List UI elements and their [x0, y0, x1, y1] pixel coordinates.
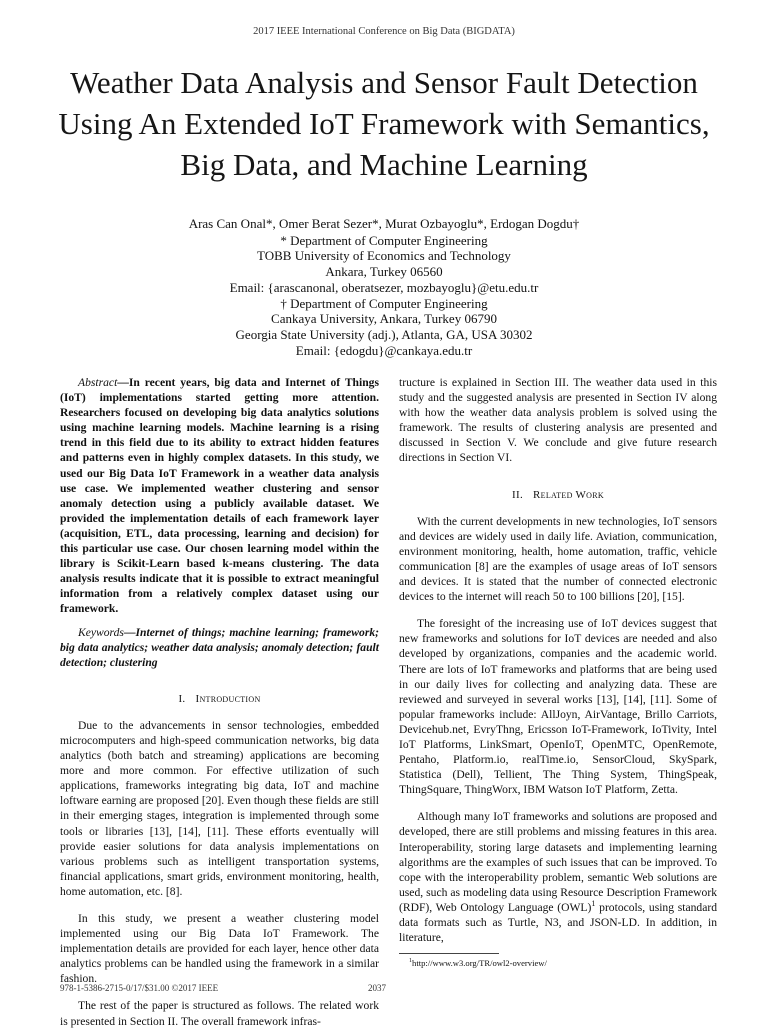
section-title: Related Work: [533, 488, 604, 501]
paragraph: [399, 809, 717, 945]
abstract-label: Abstract: [78, 376, 118, 389]
paragraph: With the current developments in new technologies, IoT sensors and devices are widely used in daily life. Aviation, communication, environment monitoring, health, home automation, traffic, vehicle communication [8] are the examples of usage areas of IoT sensors and devices. It is stated that the number of connected electronic devices to the internet will reach 50 to 100 billions [20], [15].: [399, 514, 717, 604]
footnote-marker: 1: [591, 899, 596, 909]
paragraph-continued: tructure is explained in Section III. The weather data used in this study and the suggested analysis are presented in Section IV along with how the weather data analysis problem is solved using the framework. The results of clustering analysis are presented and discussed in Section V. We conclude and give future research directions in Section VI.: [399, 376, 717, 465]
title-line: Using An Extended IoT Framework with Semantics,: [58, 106, 710, 141]
title-line: Weather Data Analysis and Sensor Fault Detection: [70, 65, 698, 100]
footnote: [399, 957, 717, 969]
keywords: [60, 625, 379, 670]
footnote-divider: [399, 953, 499, 954]
paragraph: In this study, we present a weather clustering model implemented using our Big Data IoT Framework. The implementation details are provided for each layer, hence other data analytics problems can be handled using the framework in a similar fashion.: [60, 912, 379, 986]
affiliation-dept: * Department of Computer Engineering: [280, 232, 488, 248]
section-title: Introduction: [195, 692, 261, 705]
right-column: [399, 375, 717, 969]
left-column: [60, 375, 379, 1029]
paragraph: Due to the advancements in sensor technologies, embedded microcomputers and high-speed communication networks, big data analytics (both batch and streaming) applications are becoming more and more common. For effective utilization of such applications, frameworks integrating big data, IoT and machine loftware earning are proposed [20]. Even though these fields are still in their emerging stages, integration is implemented through some tools or libraries [13], [14], [11]. These efforts eventually will provide easier solutions for data analysis implementations on various problems such as intelligent transportation systems, financial applications, smart grids, environment monitoring, health, home automation, etc. [8].: [60, 718, 379, 898]
paragraph-text: Although many IoT frameworks and solutions are proposed and developed, there are still problems and missing features in this area. Interoperability, storing large datasets and implementing learning algorithms are the examples of such issues that can be improved. To cope with the interoperability problem, semantic Web solutions are used, such as modeling data using Resource Description Framework (RDF), Web Ontology Language (OWL): [399, 810, 717, 914]
paragraph-text: protocols, using standard data formats such as Turtle, N3, and JSON-LD. In addition, in literature,: [399, 900, 717, 945]
affiliation-university: Georgia State University (adj.), Atlanta, GA, USA 30302: [235, 326, 533, 342]
affiliation-university: Cankaya University, Ankara, Turkey 06790: [271, 311, 497, 327]
page-number: 2037: [368, 983, 386, 993]
affiliation-city: Ankara, Turkey 06560: [325, 264, 443, 280]
section-number: II.: [512, 488, 523, 501]
paragraph: The foresight of the increasing use of IoT devices suggest that new frameworks and solutions for IoT devices are needed and also developed by organizations, companies and the academic world. There are lots of IoT frameworks and platforms that are being used in our daily lives for collecting and analyzing data. These are reviewed and surveyed in several works [13], [14], [11]. Some of popular frameworks include: AllJoyn, AirVantage, Brillo Carriots, Devicehub.net, EvryThng, Ericsson IoT-Framework, IoTivity, Intel IoT Platforms, LinkSmart, OpenIoT, OpenMTC, OpenRemote, Pentaho, Platform.io, realTime.io, SensorCloud, SkySpark, Statistica (Dell), Tellient, The Thing System, ThingSpeak, ThingSquare, ThingWorx, IBM Watson IoT Platform, Zetta.: [399, 617, 717, 797]
conference-header: 2017 IEEE International Conference on Big Data (BIGDATA): [253, 26, 515, 37]
author-block: [0, 216, 768, 358]
paper-title: [40, 62, 728, 185]
keywords-text: —Internet of things; machine learning; framework; big data analytics; weather data analysis; anomaly detection; fault detection; clustering: [60, 625, 379, 669]
title-line: Big Data, and Machine Learning: [180, 147, 588, 182]
section-heading-introduction: [60, 692, 379, 707]
footnote-mark: 1: [409, 958, 413, 965]
abstract-text: —In recent years, big data and Internet of Things (IoT) implementations started getting more attention. Researchers focused on developing big data analytics solutions using machine learning models. Machine learning is a rising trend in this field due to its ability to extract hidden features and patterns even in highly complex datasets. In this study, we used our Big Data IoT Framework in a weather data analysis use case. We implemented weather clustering and sensor anomaly detection using a publicly available dataset. We provided the implementation details of each framework layer (acquisition, ETL, data processing, learning and decision) for this particular use case. Our chosen learning model within the library is Scikit-Learn based k-means clustering. The data analysis results indicate that it is possible to extract meaningful information from a relatively complex dataset using our framework.: [60, 376, 379, 616]
section-number: I.: [178, 692, 186, 705]
author-names: Aras Can Onal*, Omer Berat Sezer*, Murat Ozbayoglu*, Erdogan Dogdu†: [188, 216, 580, 231]
keywords-label: Keywords: [78, 625, 124, 639]
affiliation-dept: † Department of Computer Engineering: [280, 295, 488, 311]
footer-isbn: 978-1-5386-2715-0/17/$31.00 ©2017 IEEE: [60, 983, 219, 993]
abstract: [60, 375, 379, 617]
section-heading-related-work: [399, 488, 717, 503]
affiliation-email: Email: {arascanonal, oberatsezer, mozbayoglu}@etu.edu.tr: [229, 279, 539, 295]
paragraph: The rest of the paper is structured as follows. The related work is presented in Section II. The overall framework infras-: [60, 999, 379, 1028]
footnote-link[interactable]: http://www.w3.org/TR/owl2-overview/: [412, 958, 547, 969]
affiliation-email: Email: {edogdu}@cankaya.edu.tr: [295, 342, 473, 358]
affiliation-university: TOBB University of Economics and Technology: [257, 248, 511, 264]
